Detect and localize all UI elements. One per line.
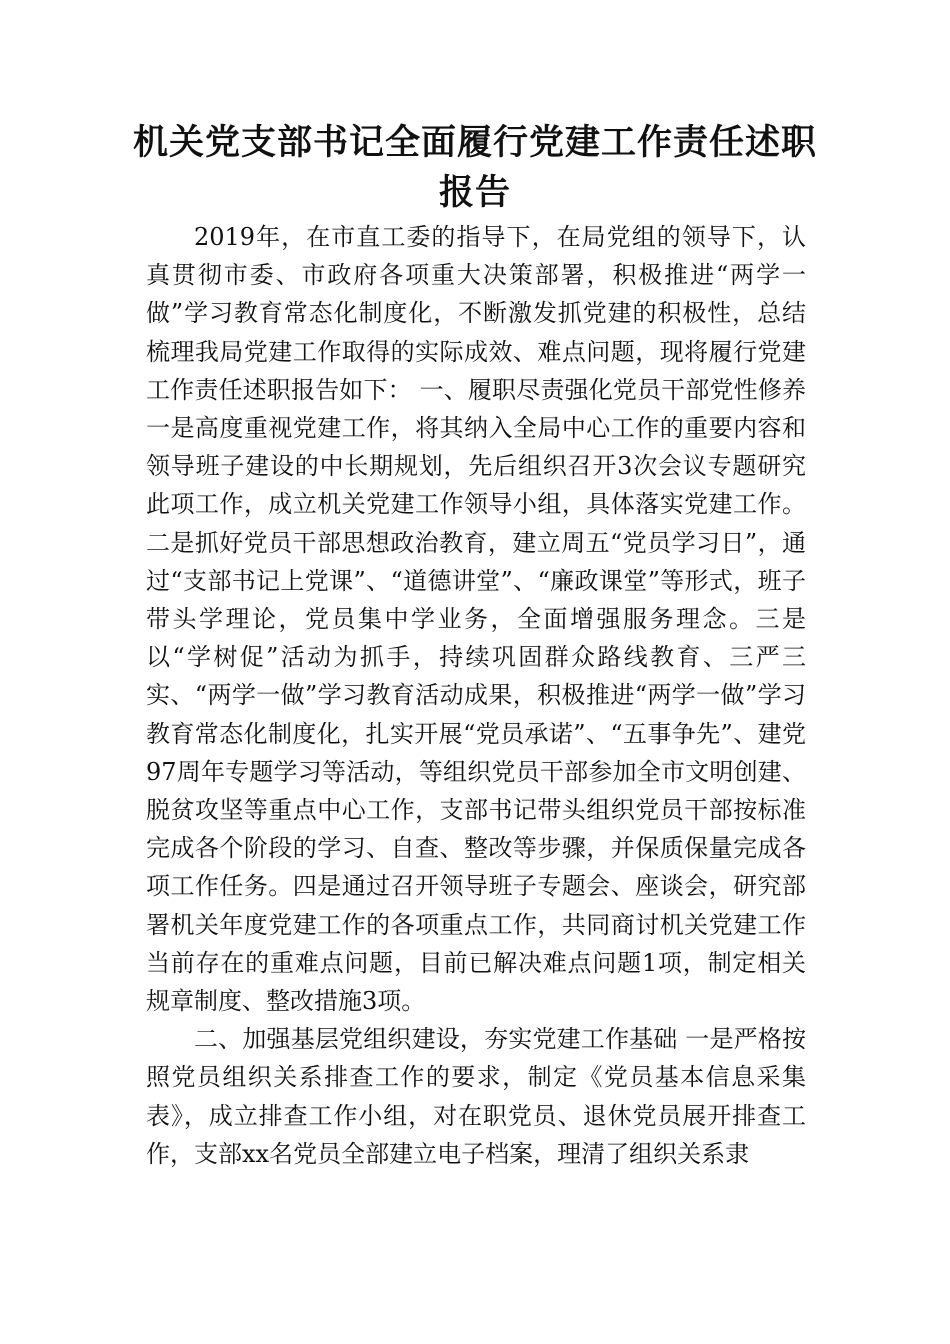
document-title	[0, 118, 950, 218]
document-body	[146, 218, 806, 1173]
body-paragraph-1: 2019年，在市直工委的指导下，在局党组的领导下，认真贯彻市委、市政府各项重大决策部署，积极推进“两学一做”学习教育常态化制度化，不断激发抓党建的积极性，总结梳理我局党建工作取得的实际成效、难点问题，现将履行党建工作责任述职报告如下： 一、履职尽责强化党员干部党性修养 一是高度重视党建工作，将其纳入全局中心工作的重要内容和领导班子建设的中长期规划，先后组织召开3次会议专题研究此项工作，成立机关党建工作领导小组，具体落实党建工作。二是抓好党员干部思想政治教育，建立周五“党员学习日”，通过“支部书记上党课”、“道德讲堂”、“廉政课堂”等形式，班子带头学理论，党员集中学业务，全面增强服务理念。三是以“学树促”活动为抓手，持续巩固群众路线教育、三严三实、“两学一做”学习教育活动成果，积极推进“两学一做”学习教育常态化制度化，扎实开展“党员承诺”、“五事争先”、建党97周年专题学习等活动，等组织党员干部参加全市文明创建、脱贫攻坚等重点中心工作，支部书记带头组织党员干部按标准完成各个阶段的学习、自查、整改等步骤，并保质保量完成各项工作任务。四是通过召开领导班子专题会、座谈会，研究部署机关年度党建工作的各项重点工作，共同商讨机关党建工作当前存在的重难点问题，目前已解决难点问题1项，制定相关规章制度、整改措施3项。	[146, 223, 806, 1016]
document-title-line-2: 报告	[438, 173, 511, 213]
document-title-line-1: 机关党支部书记全面履行党建工作责任述职	[132, 123, 817, 163]
body-paragraph-2: 二、加强基层党组织建设，夯实党建工作基础 一是严格按照党员组织关系排查工作的要求，制定《党员基本信息采集表》，成立排查工作小组，对在职党员、退休党员展开排查工作，支部xx名党员全部建立电子档案，理清了组织关系隶	[146, 1025, 806, 1168]
